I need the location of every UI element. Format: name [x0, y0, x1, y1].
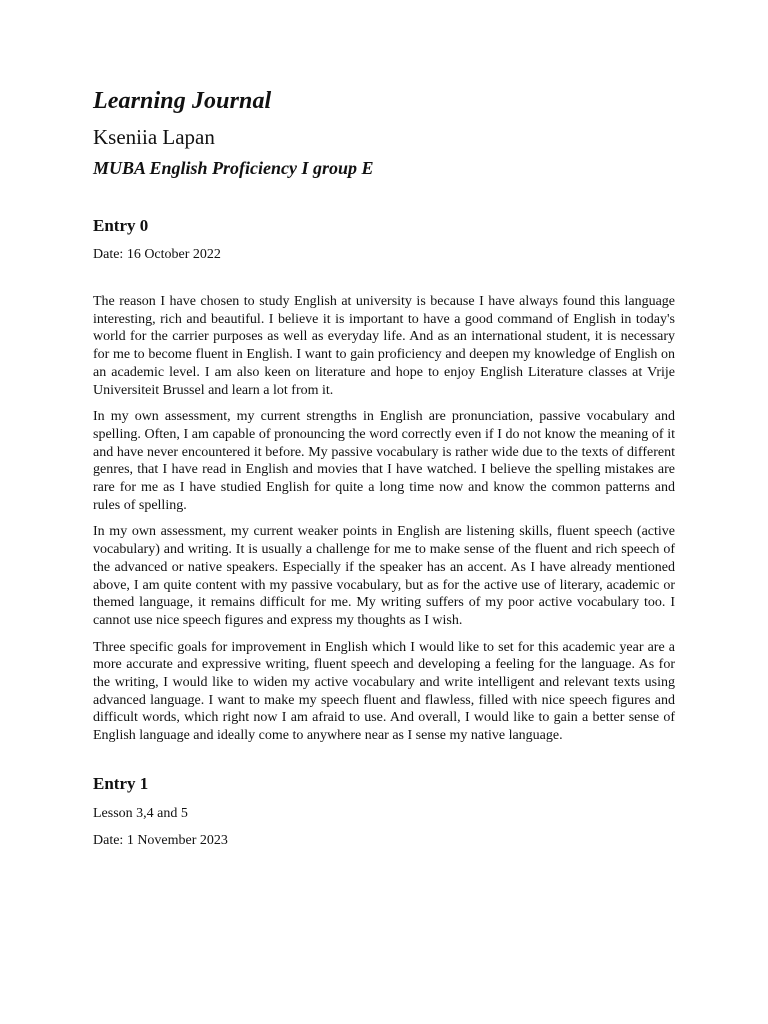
entry-0-body	[93, 293, 675, 745]
course-name: MUBA English Proficiency I group E	[93, 158, 374, 178]
entry-1-lesson: Lesson 3,4 and 5	[93, 805, 188, 821]
entry-0-date: Date: 16 October 2022	[93, 247, 221, 262]
document-title: Learning Journal	[93, 88, 272, 114]
entry-0-heading: Entry 0	[93, 216, 149, 235]
entry-0-paragraph-4: Three specific goals for improvement in English which I would like to set for this academic year are a more accurate and expressive writing, fluent speech and developing a feeling for the language. As for the writing, I would like to widen my active vocabulary and write intelligent and relevant texts using advanced language. I want to make my speech fluent and flawless, filled with nice speech figures and difficult words, which right now I am afraid to use. And overall, I would like to gain a better sense of English language and ideally come to anywhere near as I sense my native language.	[93, 639, 675, 744]
entry-1-heading: Entry 1	[93, 773, 149, 793]
entry-1	[93, 773, 675, 850]
entry-0-paragraph-1: The reason I have chosen to study English at university is because I have always found this language interesting, rich and beautiful. I believe it is important to have a good command of English in today's world for the carrier purposes as well as everyday life. And as an international student, it is necessary for me to become fluent in English. I want to gain proficiency and deepen my knowledge of English on an academic level. I am also keen on literature and hope to enjoy English Literature classes at Vrije Universiteit Brussel and learn a lot from it.	[93, 294, 675, 398]
entry-0-paragraph-3: In my own assessment, my current weaker points in English are listening skills, fluent speech (active vocabulary) and writing. It is usually a challenge for me to make sense of the fluent and rich speech of the advanced or native speakers. Especially if the speaker has an accent. As I have already mentioned above, I am quite content with my passive vocabulary, but as for the active use of literary, academic or themed language, it remains difficult for me. My writing suffers of my poor active vocabulary too. I cannot use nice speech figures and express my thoughts as I wish.	[93, 524, 675, 628]
entry-1-date: Date: 1 November 2023	[93, 832, 228, 848]
document-page	[93, 86, 675, 850]
entry-0	[93, 215, 675, 745]
entry-0-paragraph-2: In my own assessment, my current strengths in English are pronunciation, passive vocabulary and spelling. Often, I am capable of pronouncing the word correctly even if I do not know the meaning of it and have never encountered it before. My passive vocabulary is rather wide due to the texts of different genres, that I have read in English and movies that I have watched. I believe the spelling mistakes are rare for me as I have studied English for quite a long time now and know the common patterns and rules of spelling.	[93, 409, 675, 513]
author-name: Kseniia Lapan	[93, 125, 215, 149]
